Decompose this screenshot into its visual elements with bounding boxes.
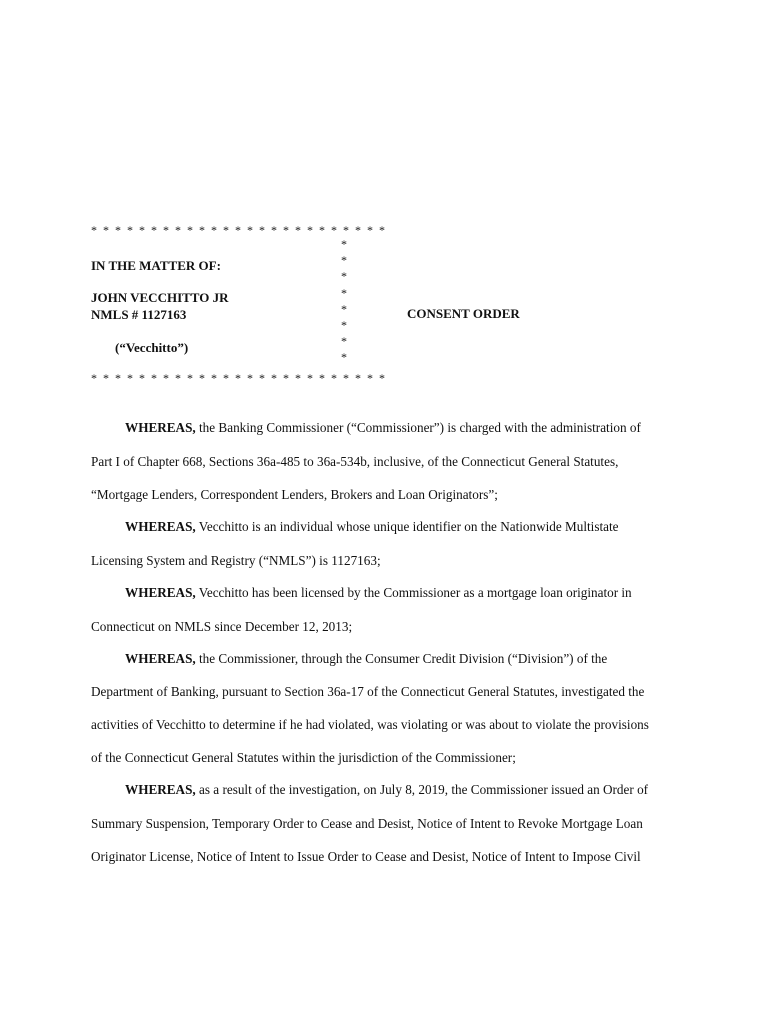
caption-star: * bbox=[341, 253, 347, 268]
caption-star: * bbox=[341, 317, 347, 332]
caption-star: * bbox=[341, 301, 347, 316]
paragraph-text: the Commissioner, through the Consumer Credit Division (“Division”) of the bbox=[195, 651, 608, 666]
respondent-alias: (“Vecchitto”) bbox=[115, 340, 189, 355]
caption-star-column bbox=[341, 236, 351, 366]
paragraph-line bbox=[125, 420, 641, 436]
paragraph-line: Department of Banking, pursuant to Section 36a-17 of the Connecticut General Statutes, investigated the bbox=[91, 684, 645, 699]
paragraph-text: the Banking Commissioner (“Commissioner”) is charged with the administration of bbox=[195, 420, 641, 435]
paragraph-lead: WHEREAS, bbox=[125, 585, 196, 600]
paragraph-line bbox=[125, 585, 632, 601]
paragraph-line bbox=[125, 782, 648, 798]
caption-star-border-bottom: * * * * * * * * * * * * * * * * * * * * * * * * * bbox=[91, 371, 387, 385]
paragraph-lead: WHEREAS, bbox=[125, 651, 196, 666]
paragraph-line: Summary Suspension, Temporary Order to Cease and Desist, Notice of Intent to Revoke Mortgage Loan bbox=[91, 816, 643, 831]
caption-star: * bbox=[341, 285, 347, 300]
paragraph-line: Licensing System and Registry (“NMLS”) is 1127163; bbox=[91, 553, 381, 568]
paragraph-text: Vecchitto is an individual whose unique identifier on the Nationwide Multistate bbox=[195, 519, 619, 534]
nmls-number: NMLS # 1127163 bbox=[91, 307, 187, 322]
paragraph-line bbox=[125, 651, 607, 667]
paragraph-text: as a result of the investigation, on July 8, 2019, the Commissioner issued an Order of bbox=[195, 782, 649, 797]
paragraph-line: Part I of Chapter 668, Sections 36a-485 to 36a-534b, inclusive, of the Connecticut General Statutes, bbox=[91, 454, 619, 469]
matter-label: IN THE MATTER OF: bbox=[91, 258, 221, 273]
paragraph-line: activities of Vecchitto to determine if he had violated, was violating or was about to violate the provisions bbox=[91, 717, 649, 732]
paragraph-line bbox=[125, 519, 619, 535]
paragraph-lead: WHEREAS, bbox=[125, 420, 196, 435]
caption-star: * bbox=[341, 269, 347, 284]
respondent-name: JOHN VECCHITTO JR bbox=[91, 290, 229, 305]
caption-star: * bbox=[341, 334, 347, 349]
paragraph-lead: WHEREAS, bbox=[125, 782, 196, 797]
paragraph-lead: WHEREAS, bbox=[125, 519, 196, 534]
caption-star-border-top: * * * * * * * * * * * * * * * * * * * * * * * * * bbox=[91, 223, 387, 237]
paragraph-line: Originator License, Notice of Intent to Issue Order to Cease and Desist, Notice of Intent to Impose Civil bbox=[91, 849, 641, 864]
paragraph-text: Vecchitto has been licensed by the Commissioner as a mortgage loan originator in bbox=[195, 585, 632, 600]
document-title: CONSENT ORDER bbox=[407, 306, 520, 321]
paragraph-line: of the Connecticut General Statutes within the jurisdiction of the Commissioner; bbox=[91, 750, 516, 765]
caption-star: * bbox=[341, 237, 347, 251]
caption-star: * bbox=[341, 350, 347, 365]
paragraph-line: Connecticut on NMLS since December 12, 2013; bbox=[91, 619, 353, 634]
paragraph-line: “Mortgage Lenders, Correspondent Lenders, Brokers and Loan Originators”; bbox=[91, 487, 498, 502]
